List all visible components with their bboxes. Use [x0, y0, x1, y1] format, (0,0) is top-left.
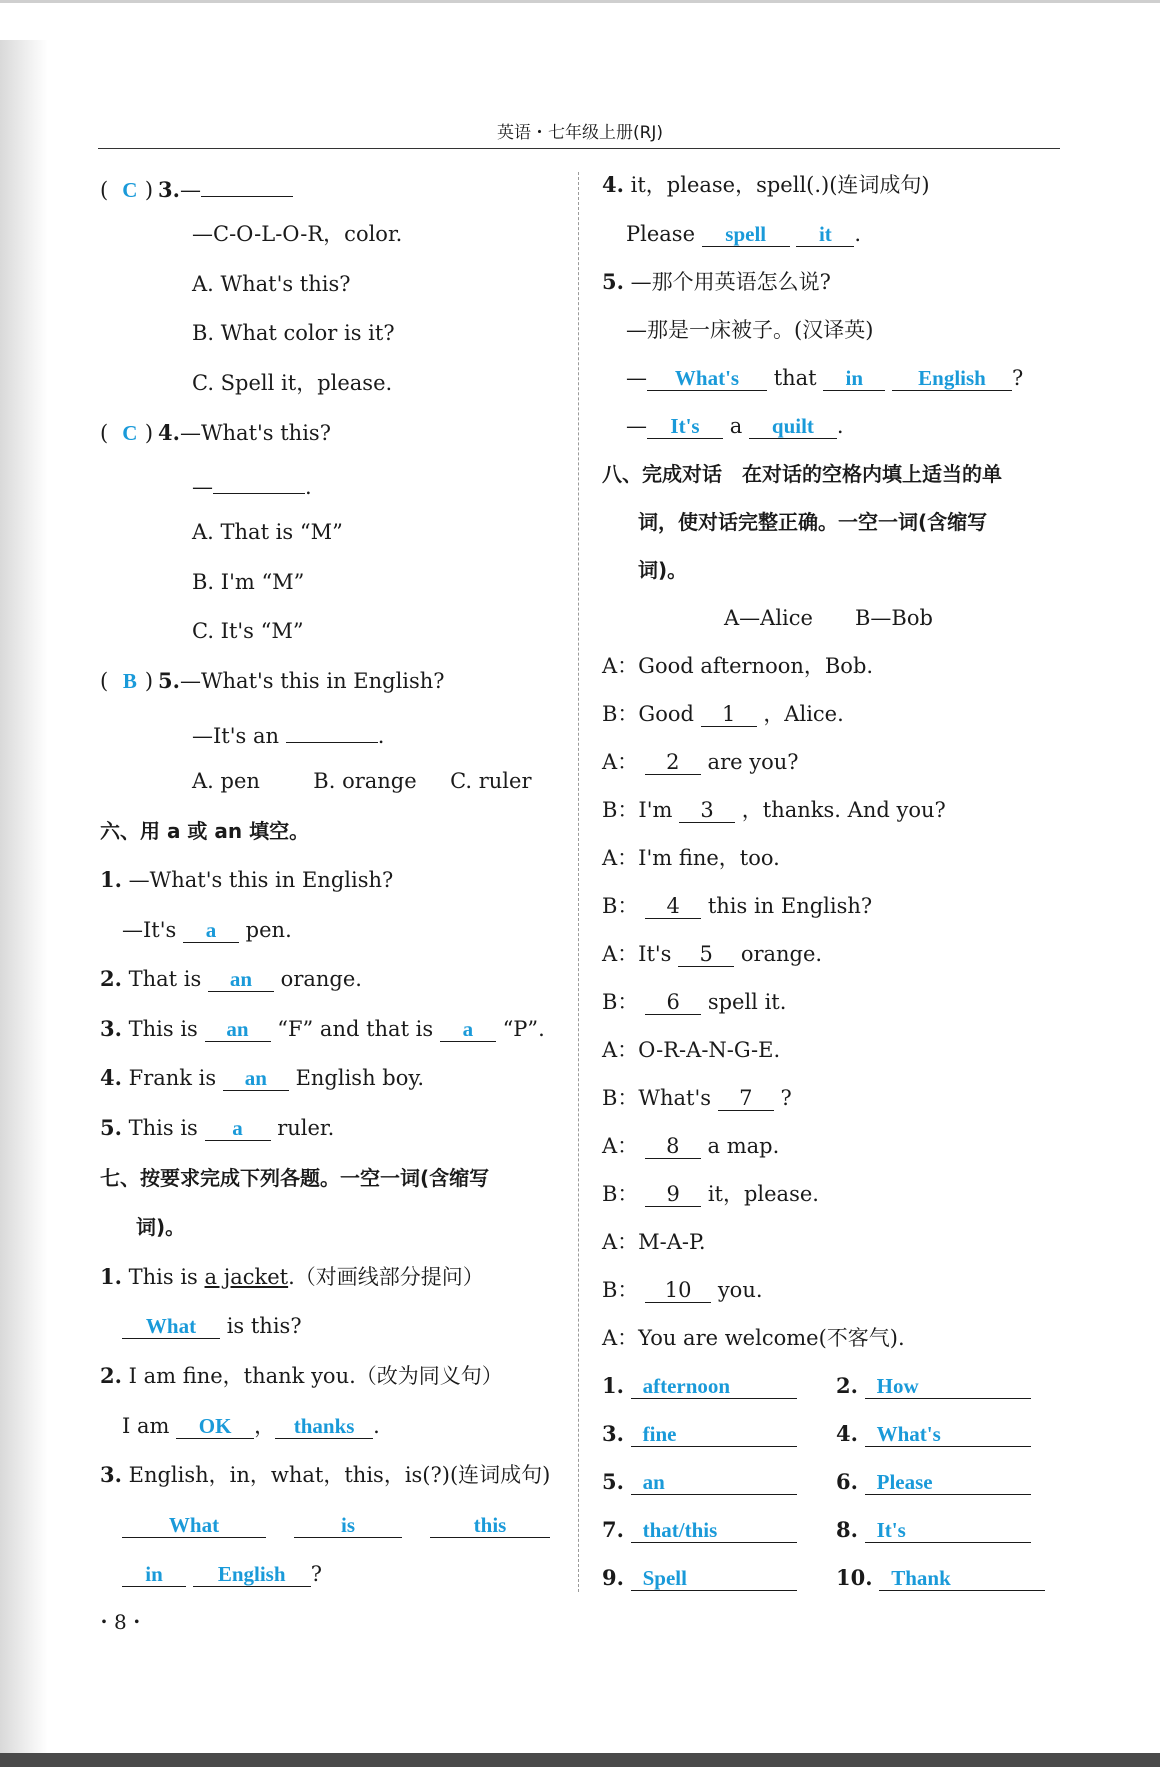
section-7-title-cont: 词)。	[136, 1215, 186, 1239]
dialog-text: are you?	[707, 750, 799, 774]
dialog-roles: A—Alice B—Bob	[724, 606, 933, 630]
s6-item-3: 3. This is an “F” and that is a “P”.	[100, 1016, 545, 1041]
section-7-title: 七、按要求完成下列各题。一空一词(含缩写	[100, 1166, 490, 1190]
page-header: 英语・七年级上册(RJ)	[496, 123, 664, 143]
answer-blank: fine	[631, 1422, 797, 1447]
answer-blank: a	[440, 1017, 496, 1042]
section-8-title: 八、完成对话 在对话的空格内填上适当的单	[602, 462, 1002, 486]
answer-key-item	[836, 1517, 1031, 1543]
s7-q3: 3. English，in，what，this，is(?)(连词成句)	[100, 1462, 551, 1487]
dialog-line	[602, 749, 799, 775]
section-8-title-end: 词)。	[638, 558, 688, 582]
blank	[213, 469, 305, 494]
numbered-blank: 10	[645, 1278, 711, 1303]
s7-q3-answer-line-1	[122, 1512, 550, 1538]
answer-blank: an	[631, 1470, 797, 1495]
option-c: C. It's “M”	[192, 619, 304, 643]
dialog-speaker-text: B：What's	[602, 1086, 712, 1110]
numbered-blank: 8	[645, 1134, 701, 1159]
page-binding-shadow	[0, 40, 48, 1760]
answer-number: 6.	[836, 1469, 858, 1494]
answer-key-item	[836, 1421, 1031, 1447]
answer-key-item	[602, 1565, 797, 1591]
question-3: ( C ) 3.—	[100, 172, 293, 203]
answer-blank: It's	[647, 414, 723, 439]
s7-q1: 1. This is a jacket.（对画线部分提问）	[100, 1264, 484, 1289]
dialog-speaker-text: B：Good	[602, 702, 694, 726]
answer-blank: What's	[865, 1422, 1031, 1447]
section-8-title-cont: 词，使对话完整正确。一空一词(含缩写	[638, 510, 988, 534]
answer-blank: Please	[865, 1470, 1031, 1495]
top-edge	[0, 0, 1160, 3]
blank	[286, 718, 378, 743]
dialog-speaker-text: B：I'm	[602, 798, 673, 822]
answer-blank: Thank	[879, 1566, 1045, 1591]
s6-item-2: 2. That is an orange.	[100, 966, 362, 991]
underlined-phrase: a jacket	[204, 1265, 289, 1289]
dialog-text: spell it.	[707, 990, 787, 1014]
answer-blank: How	[865, 1374, 1031, 1399]
answer-blank: in	[823, 366, 885, 391]
dialog-line	[602, 1037, 780, 1063]
answer-key-item	[836, 1469, 1031, 1495]
dialog-line	[602, 1181, 819, 1207]
dialog-line	[602, 653, 873, 679]
answer-blank: is	[294, 1513, 402, 1538]
answer-number: 3.	[602, 1421, 624, 1446]
header-rule	[98, 148, 1060, 149]
answer-blank: What	[122, 1314, 220, 1339]
answer-blank: spell	[702, 222, 790, 247]
question-4: ( C ) 4.—What's this?	[100, 420, 331, 445]
answer-blank: afternoon	[631, 1374, 797, 1399]
option-a: A. pen	[192, 769, 260, 793]
dialog-text: a map.	[707, 1134, 780, 1158]
dialog-speaker-text: B：	[602, 1182, 639, 1206]
r-q5-answer-line-1: — What's that in English ?	[626, 366, 1024, 390]
answer-key-item	[602, 1517, 797, 1543]
answer-blank: an	[205, 1017, 271, 1042]
s7-q3-answer-line-2: in English ?	[122, 1561, 322, 1587]
dialog-speaker-text: A：	[602, 1134, 639, 1158]
answer-number: 1.	[602, 1373, 624, 1398]
numbered-blank: 2	[645, 750, 701, 775]
r-q4: 4. it，please，spell(.)(连词成句)	[602, 172, 930, 197]
answer-number: 8.	[836, 1517, 858, 1542]
dialog-text: ，Alice.	[763, 702, 844, 726]
answer-blank: Spell	[631, 1566, 797, 1591]
s6-item-4: 4. Frank is an English boy.	[100, 1065, 425, 1090]
s6-item-5: 5. This is a ruler.	[100, 1115, 335, 1140]
option-a: A. That is “M”	[192, 520, 343, 544]
answer-blank: an	[223, 1066, 289, 1091]
dialog-line	[602, 701, 844, 727]
option-b: B. orange	[313, 769, 417, 793]
dialog-line	[602, 941, 822, 967]
dialog-line	[602, 989, 786, 1015]
dialog-text: orange.	[740, 942, 823, 966]
dialog-speaker-text: B：	[602, 1278, 639, 1302]
answer-blank: English	[892, 366, 1012, 391]
numbered-blank: 1	[701, 702, 757, 727]
dialog-line	[602, 1133, 779, 1159]
r-q5-prompt: —那是一床被子。(汉译英)	[626, 318, 874, 342]
dialog-text: it，please.	[707, 1182, 819, 1206]
answer-choice: B	[122, 669, 137, 693]
dialog-text: you.	[717, 1278, 763, 1302]
dialog-line	[602, 893, 872, 919]
answer-blank: this	[430, 1513, 550, 1538]
options-row	[192, 768, 531, 794]
answer-blank: it	[796, 222, 854, 247]
answer-choice: C	[122, 178, 138, 202]
s7-q1-answer-line: What is this?	[122, 1313, 302, 1339]
answer-key-item	[602, 1373, 797, 1399]
numbered-blank: 3	[679, 798, 735, 823]
dialog-speaker-text: A：You are welcome(不客气).	[602, 1326, 905, 1350]
answer-number: 10.	[836, 1565, 873, 1590]
answer-number: 9.	[602, 1565, 624, 1590]
question-5-reply: —It's an .	[192, 718, 384, 749]
answer-key-item	[836, 1373, 1031, 1399]
dialog-speaker-text: A：I'm fine，too.	[602, 846, 780, 870]
answer-blank: It's	[865, 1518, 1031, 1543]
numbered-blank: 4	[645, 894, 701, 919]
blank	[201, 172, 293, 197]
question-5: ( B ) 5.—What's this in English?	[100, 668, 445, 693]
numbered-blank: 9	[645, 1182, 701, 1207]
answer-blank: What	[122, 1513, 266, 1538]
dialog-line	[602, 797, 946, 823]
option-b: B. I'm “M”	[192, 570, 305, 594]
answer-key-item	[602, 1469, 797, 1495]
answer-key-item	[836, 1565, 1045, 1591]
dialog-speaker-text: B：	[602, 990, 639, 1014]
answer-blank: OK	[176, 1414, 254, 1439]
dialog-speaker-text: A：It's	[602, 942, 672, 966]
answer-blank: English	[193, 1562, 311, 1587]
question-4-reply: — .	[192, 469, 312, 500]
dialog-line	[602, 1085, 792, 1111]
option-c: C. ruler	[450, 769, 532, 793]
answer-blank: a	[183, 918, 239, 943]
numbered-blank: 7	[718, 1086, 774, 1111]
answer-number: 7.	[602, 1517, 624, 1542]
s6-item-1-answer-line: —It's a pen.	[122, 918, 292, 942]
numbered-blank: 5	[678, 942, 734, 967]
dialog-speaker-text: A：Good afternoon，Bob.	[602, 654, 874, 678]
section-6-title: 六、用 a 或 an 填空。	[100, 819, 310, 843]
answer-blank: What's	[647, 366, 767, 391]
dialog-speaker-text: B：	[602, 894, 639, 918]
dialog-text: ，thanks. And you?	[741, 798, 946, 822]
answer-blank: thanks	[275, 1414, 373, 1439]
r-q5-answer-line-2: — It's a quilt .	[626, 414, 844, 438]
s6-item-1: 1. —What's this in English?	[100, 867, 394, 892]
dialog-speaker-text: A：	[602, 750, 639, 774]
dialog-text: ?	[780, 1086, 792, 1110]
answer-blank: a	[205, 1116, 271, 1141]
dialog-speaker-text: A：M-A-P.	[602, 1230, 706, 1254]
r-q5: 5. —那个用英语怎么说?	[602, 269, 831, 294]
dialog-line	[602, 1277, 763, 1303]
s7-q2-answer-line: I am OK ， thanks .	[122, 1414, 380, 1438]
option-b: B. What color is it?	[192, 321, 395, 345]
answer-number: 2.	[836, 1373, 858, 1398]
dialog-line	[602, 1229, 706, 1255]
dialog-text: this in English?	[707, 894, 873, 918]
option-a: A. What's this?	[192, 272, 351, 296]
answer-blank: that/this	[631, 1518, 797, 1543]
question-3-reply: —C-O-L-O-R，color.	[192, 222, 403, 246]
s7-q2: 2. I am fine，thank you.（改为同义句）	[100, 1363, 503, 1388]
dialog-speaker-text: A：O-R-A-N-G-E.	[602, 1038, 781, 1062]
column-divider	[578, 172, 579, 1592]
answer-blank: an	[208, 967, 274, 992]
page-number: ・8・	[94, 1610, 147, 1634]
bottom-edge	[0, 1753, 1160, 1767]
answer-number: 5.	[602, 1469, 624, 1494]
dialog-line	[602, 845, 780, 871]
answer-blank: quilt	[749, 414, 837, 439]
option-c: C. Spell it，please.	[192, 371, 393, 395]
answer-key-item	[602, 1421, 797, 1447]
r-q4-answer-line: Please spell it .	[626, 222, 862, 246]
answer-number: 4.	[836, 1421, 858, 1446]
answer-choice: C	[122, 421, 138, 445]
dialog-line	[602, 1325, 905, 1351]
answer-blank: in	[122, 1562, 186, 1587]
numbered-blank: 6	[645, 990, 701, 1015]
